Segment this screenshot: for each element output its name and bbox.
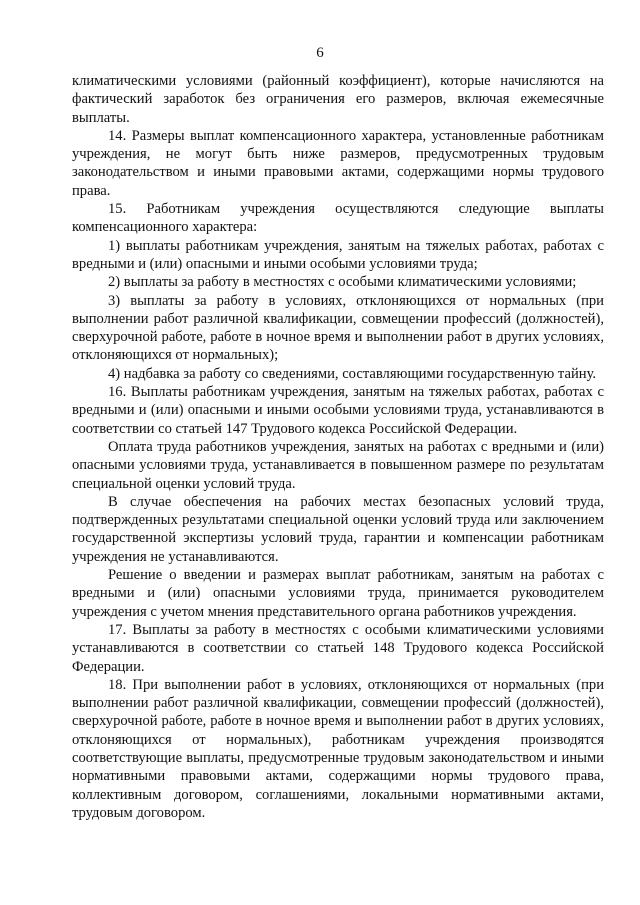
paragraph-17: 17. Выплаты за работу в местностях с особыми климатическими условиями устанавливаются в соответствии со статьей 148 Трудового кодекса Российской Федерации.	[72, 621, 604, 675]
paragraph-14: 14. Размеры выплат компенсационного характера, установленные работникам учреждения, не могут быть ниже размеров, предусмотренных трудовым законодательством и иными правовыми актами, содержащими нормы трудового права.	[72, 127, 604, 199]
paragraph-16-payment: Оплата труда работников учреждения, занятых на работах с вредными и (или) опасными условиями труда, устанавливается в повышенном размере по результатам специальной оценки условий труда.	[72, 438, 604, 492]
paragraph-16: 16. Выплаты работникам учреждения, занятым на тяжелых работах, работах с вредными и (или) опасными и иными особыми условиями труда, устанавливаются в соответствии со статьей 147 Трудового кодекса Российской Федерации.	[72, 384, 604, 437]
paragraph-16-decision: Решение о введении и размерах выплат работникам, занятым на работах с вредными и (или) опасными условиями труда, принимается руководителем учреждения с учетом мнения представительного органа работников учреждения.	[72, 567, 604, 620]
list-item-15-3: 3) выплаты за работу в условиях, отклоняющихся от нормальных (при выполнении работ различной квалификации, совмещении профессий (должностей), сверхурочной работе, работе в ночное время и выполнении работ в других условиях, отклоняющихся от нормальных);	[72, 292, 604, 364]
paragraph-16-safe-conditions: В случае обеспечения на рабочих местах безопасных условий труда, подтвержденных результатами специальной оценки условий труда или заключением государственной экспертизы условий труда, гарантии и компенсации работникам учреждения не устанавливаются.	[72, 493, 604, 565]
paragraph-continuation: климатическими условиями (районный коэффициент), которые начисляются на фактический заработок без ограничения его размеров, включая ежемесячные выплаты.	[72, 73, 604, 126]
page-number: 6	[316, 45, 324, 61]
list-item-15-2: 2) выплаты за работу в местностях с особыми климатическими условиями;	[108, 274, 577, 291]
paragraph-18: 18. При выполнении работ в условиях, отклоняющихся от нормальных (при выполнении работ различной квалификации, совмещении профессий (должностей), сверхурочной работе, работе в ночное время и выполнении работ в других условиях, отклоняющихся от нормальных), работникам учреждения производятся соответствующие выплаты, предусмотренные трудовым законодательством и иными нормативными правовыми актами, содержащими нормы трудового права, коллективным договором, соглашениями, локальными нормативными актами, трудовым договором.	[72, 676, 604, 821]
list-item-15-4: 4) надбавка за работу со сведениями, составляющими государственную тайну.	[108, 365, 597, 382]
paragraph-15: 15. Работникам учреждения осуществляются следующие выплаты компенсационного характера:	[72, 201, 604, 236]
list-item-15-1: 1) выплаты работникам учреждения, занятым на тяжелых работах, работах с вредными и (или) опасными и иными особыми условиями труда;	[72, 237, 604, 272]
document-body	[72, 72, 604, 822]
